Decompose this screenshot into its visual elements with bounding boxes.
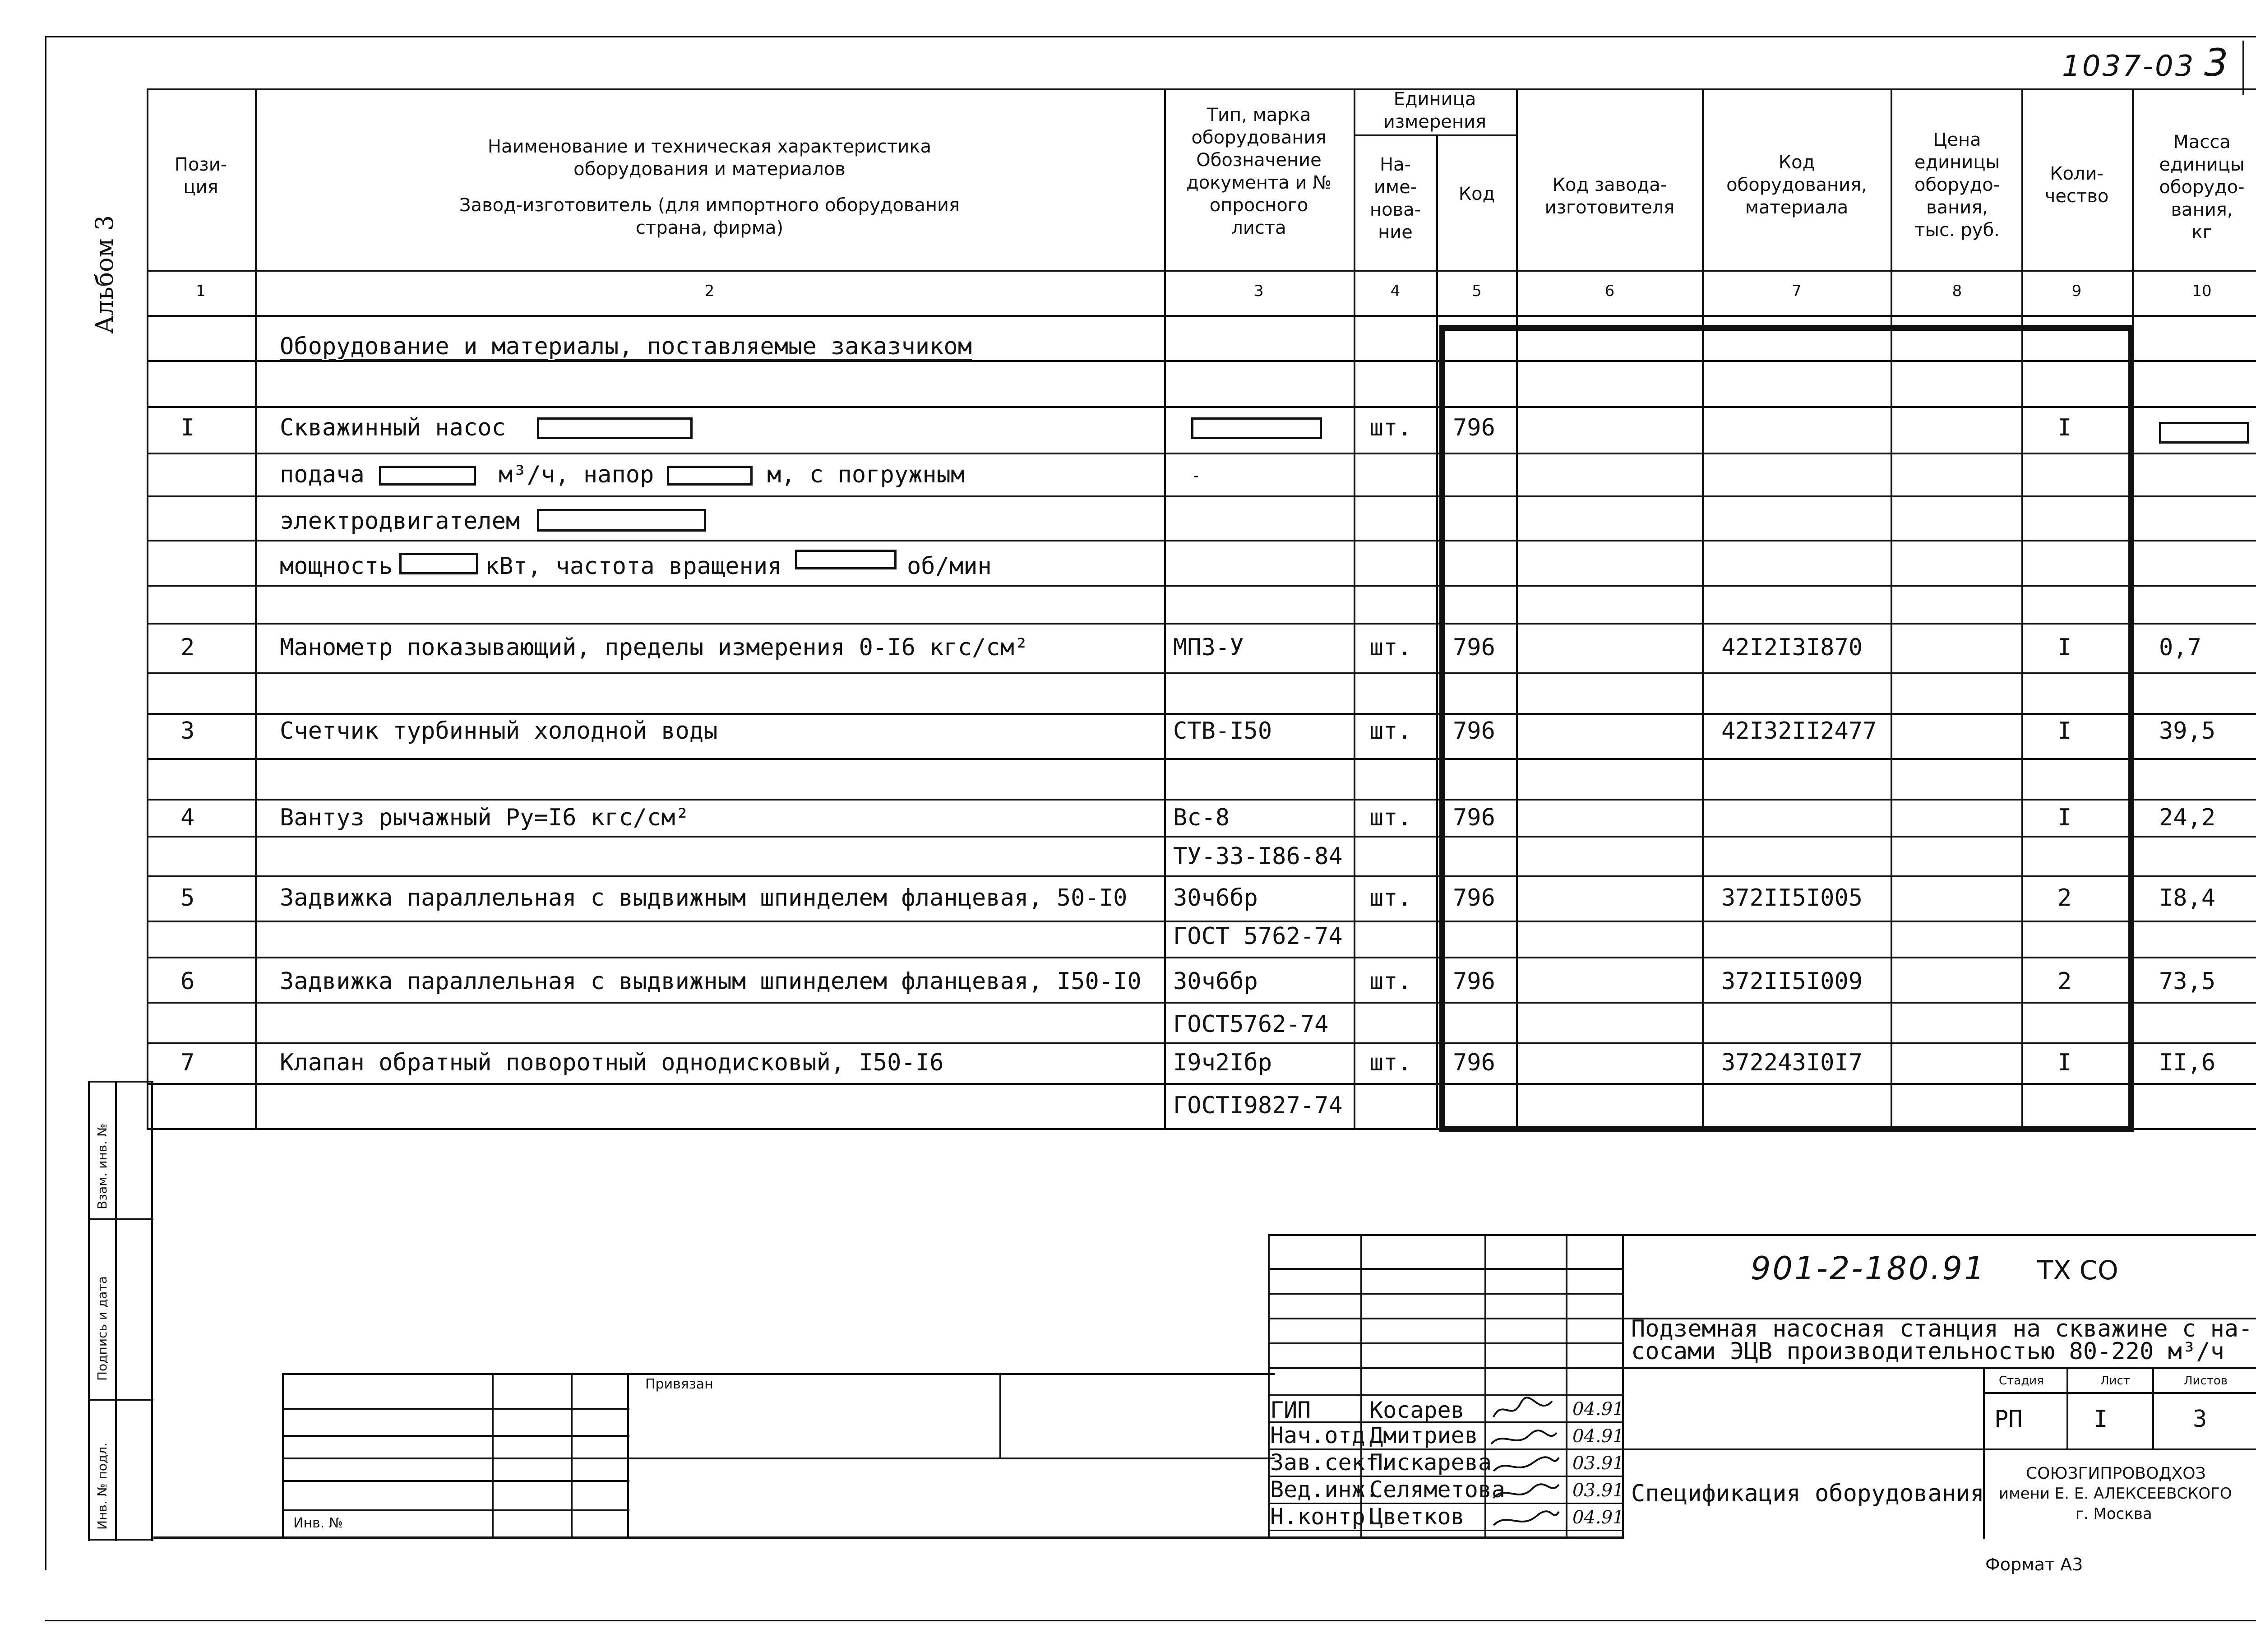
header-price: Цена единицы оборудо- вания, тыс. руб. [1914,130,2000,241]
row4-type-doc: ТУ-33-I86-84 [1173,843,1343,870]
row7-name: Клапан обратный поворотный однодисковый, I50-I6 [280,1049,944,1076]
row5-quantity: 2 [2057,884,2072,912]
row5-type-doc: ГОСТ 5762-74 [1173,923,1343,950]
sheets-value: 3 [2193,1406,2207,1433]
pump-power-label: мощность [280,553,393,580]
pump-type-blank [1191,417,1322,439]
tied-label: Привязан [645,1376,713,1392]
pump-quantity: I [2057,414,2072,441]
sheet-value: I [2094,1406,2108,1433]
signature-4 [1493,1484,1559,1498]
col-number-7: 7 [1792,282,1802,300]
signature-2 [1491,1430,1557,1444]
pump-flow-label: подача [280,461,365,488]
header-quantity: Коли- чество [2044,163,2109,207]
row2-quantity: I [2057,634,2072,661]
sheet-name: Спецификация оборудования [1631,1480,1984,1507]
pump-type-dash: - [1191,467,1201,485]
row2-name: Манометр показывающий, пределы измерения 0-I6 кгс/см² [280,634,1029,661]
col-number-6: 6 [1604,282,1615,300]
row3-type: СТВ-I50 [1173,717,1272,745]
person-name: Косарев [1369,1397,1465,1423]
side-swap-label: Взам. инв. № [95,1123,110,1209]
row6-mass: 73,5 [2159,968,2216,995]
sheets-label: Листов [2184,1374,2228,1388]
row5-unit: шт. [1369,884,1412,912]
row3-name: Счетчик турбинный холодной воды [280,717,718,745]
col-number-8: 8 [1952,282,1962,300]
row5-code: 796 [1453,884,1495,912]
row7-quantity: I [2057,1049,2072,1076]
row6-name: Задвижка параллельная с выдвижным шпинделем фланцевая, I50-I0 [280,968,1142,995]
project-title-line2: сосами ЭЦВ производительностью 80-220 м³/ч [1631,1338,2224,1365]
col-number-1: 1 [196,282,206,300]
signature-marks [1484,1394,1566,1539]
row6-equipment-code: 372II5I009 [1721,968,1863,995]
person-role: Нач.отд. [1270,1422,1379,1448]
person-date: 04.91 [1572,1399,1624,1420]
pump-power-blank [399,553,478,574]
pump-rpm-unit: об/мин [907,553,992,580]
pump-mass-blank [2159,422,2249,444]
header-unit-name: На- име- нова- ние [1369,154,1421,243]
person-date: 04.91 [1572,1507,1624,1528]
person-role: Вед.инж. [1270,1476,1379,1503]
header-type: Тип, марка оборудования Обозначение документа и № опросного листа [1186,105,1331,238]
row6-type: 30ч6бр [1173,968,1258,995]
inv-label: Инв. № [293,1515,343,1531]
format-label: Формат А3 [1985,1555,2083,1574]
row2-equipment-code: 42I2I3I870 [1721,634,1863,661]
row3-equipment-code: 42I32II2477 [1721,717,1877,745]
sheet-label: Лист [2100,1374,2130,1388]
header-plant-code: Код завода- изготовителя [1544,175,1675,218]
organization-line2: имени Е. Е. АЛЕКСЕЕВСКОГО [1999,1485,2232,1503]
col-number-4: 4 [1390,282,1401,300]
row4-mass: 24,2 [2159,804,2216,831]
header-unit-group: Единица измерения [1383,89,1487,132]
row4-quantity: I [2057,804,2072,831]
person-name: Селяметова [1369,1476,1506,1503]
person-name: Дмитриев [1369,1422,1478,1448]
header-equipment-code: Код оборудования, материала [1726,152,1867,218]
header-unit-code: Код [1458,184,1495,204]
document-code: 901-2-180.91 [1751,1250,1986,1287]
pump-unit: шт. [1369,414,1412,441]
pump-model-blank [537,417,693,439]
row7-mass: II,6 [2159,1049,2216,1076]
person-role: Н.контр. [1270,1504,1379,1530]
pump-rpm-label: кВт, частота вращения [485,553,782,580]
row4-type: Вс-8 [1173,804,1230,831]
row5-type: 30ч6бр [1173,884,1258,912]
header-name: Наименование и техническая характеристика оборудования и материалов Завод-изготовитель (для импортного оборудования страна, фирма) [459,136,960,238]
corner-sheet-number: 3 [2204,41,2230,85]
person-date: 03.91 [1572,1453,1624,1474]
row7-equipment-code: 372243I0I7 [1721,1049,1863,1076]
document-suffix: ТХ СО [2037,1255,2118,1286]
pump-name: Скважинный насос [280,414,506,441]
person-date: 03.91 [1572,1480,1624,1501]
row6-quantity: 2 [2057,968,2072,995]
organization-line3: г. Москва [2076,1505,2152,1523]
row7-unit: шт. [1369,1049,1412,1076]
signature-3 [1493,1457,1559,1471]
row6-code: 796 [1453,968,1495,995]
row3-code: 796 [1453,717,1495,745]
row7-code: 796 [1453,1049,1495,1076]
row3-mass: 39,5 [2159,717,2216,745]
row2-mass: 0,7 [2159,634,2201,661]
signature-1 [1493,1397,1552,1417]
row3-position: 3 [180,717,195,745]
row7-type-doc: ГОСТI9827-74 [1173,1092,1343,1119]
pump-motor-blank [537,509,706,532]
row5-name: Задвижка параллельная с выдвижным шпинделем фланцевая, 50-I0 [280,884,1128,912]
row3-quantity: I [2057,717,2072,745]
row6-type-doc: ГОСТ5762-74 [1173,1011,1329,1038]
col-number-9: 9 [2071,282,2082,300]
row4-unit: шт. [1369,804,1412,831]
side-sign-date-label: Подпись и дата [95,1276,110,1381]
stage-value: РП [1994,1406,2023,1433]
row5-position: 5 [180,884,195,912]
row2-code: 796 [1453,634,1495,661]
row6-position: 6 [180,968,195,995]
pump-flow-unit: м³/ч, напор [499,461,654,488]
row7-type: I9ч2Iбр [1173,1049,1272,1076]
row5-mass: I8,4 [2159,884,2216,912]
project-title-line1: Подземная насосная станция на скважине с на- [1631,1315,2253,1342]
row2-type: МПЗ-У [1173,634,1244,661]
pump-head-blank [667,466,753,486]
row4-position: 4 [180,804,195,831]
row2-position: 2 [180,634,195,661]
organization-line1: СОЮЗГИПРОВОДХОЗ [2026,1464,2206,1483]
header-mass: Масса единицы оборудо- вания, кг [2159,132,2245,243]
col-number-3: 3 [1254,282,1264,300]
col-number-5: 5 [1472,282,1482,300]
pump-motor-label: электродвигателем [280,508,520,535]
person-name: Пискарева [1369,1449,1492,1476]
section-title: Оборудование и материалы, поставляемые заказчиком [280,333,972,360]
album-label: Альбом 3 [90,215,119,334]
person-role: ГИП [1270,1397,1311,1423]
row6-unit: шт. [1369,968,1412,995]
person-date: 04.91 [1572,1426,1624,1447]
row5-equipment-code: 372II5I005 [1721,884,1863,912]
pump-head-unit: м, с погружным [767,461,965,488]
col-number-2: 2 [704,282,715,300]
row3-unit: шт. [1369,717,1412,745]
corner-reference: 1037-03 [2062,50,2196,83]
person-name: Цветков [1369,1504,1465,1530]
signature-5 [1493,1511,1559,1525]
side-inv-orig-label: Инв. № подл. [95,1442,110,1530]
row2-unit: шт. [1369,634,1412,661]
row7-position: 7 [180,1049,195,1076]
row4-name: Вантуз рычажный Ру=I6 кгс/см² [280,804,689,831]
pump-position: I [180,414,195,441]
row4-code: 796 [1453,804,1495,831]
pump-flow-blank [379,466,476,486]
col-number-10: 10 [2192,282,2212,300]
pump-rpm-blank [795,550,897,569]
pump-code: 796 [1453,414,1495,441]
header-position: Пози- ция [174,154,227,198]
person-role: Зав.сект. [1270,1449,1392,1476]
stage-label: Стадия [1999,1374,2044,1388]
